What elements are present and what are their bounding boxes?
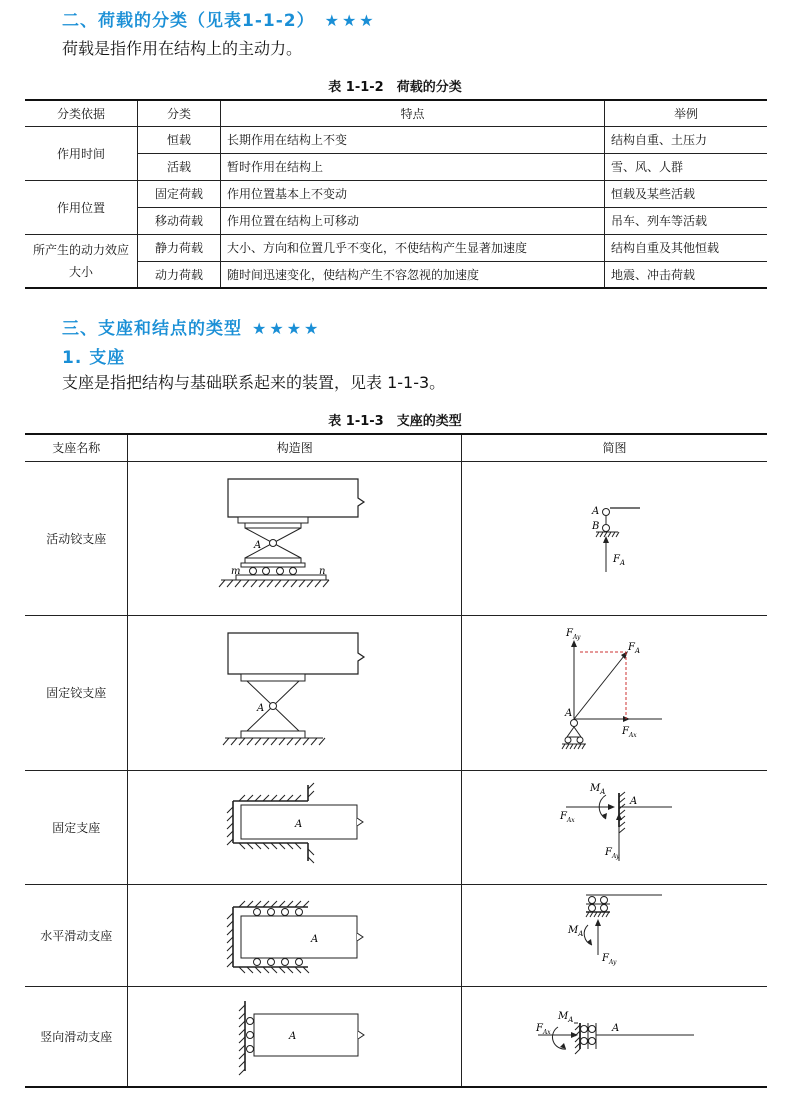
support-name-cell: 水平滑动支座 xyxy=(25,884,128,986)
fixed-hinge-construction-drawing xyxy=(133,616,456,766)
label-A: A xyxy=(254,539,262,551)
table-header-row xyxy=(25,100,767,126)
sketch-cell xyxy=(462,615,768,770)
feature-cell: 暂时作用在结构上 xyxy=(221,153,605,180)
label-A: A xyxy=(630,795,638,807)
importance-stars: ★★★ xyxy=(324,11,377,30)
construction-cell xyxy=(128,615,462,770)
table-1-1-2-caption: 表 1-1-2 荷载的分类 xyxy=(328,80,462,95)
label-FAy: $F_{Ay}$ xyxy=(605,846,620,860)
label-n: n xyxy=(319,565,326,577)
vertical-sliding-construction-drawing xyxy=(133,987,456,1083)
section-title: 三、支座和结点的类型 xyxy=(62,319,242,339)
header-feature: 特点 xyxy=(221,100,605,126)
support-definition-text: 支座是指把结构与基础联系起来的装置，见表 1-1-3。 xyxy=(62,373,446,392)
horizontal-sliding-sketch xyxy=(462,885,767,983)
type-cell: 活载 xyxy=(138,153,221,180)
type-cell: 恒载 xyxy=(138,126,221,153)
basis-cell: 所产生的动力效应大小 xyxy=(25,234,138,288)
label-A: A xyxy=(565,708,573,719)
section-title: 二、荷载的分类（见表1-1-2） xyxy=(62,11,315,31)
header-type: 分类 xyxy=(138,100,221,126)
horizontal-sliding-construction-drawing xyxy=(133,885,456,983)
label-m: m xyxy=(231,565,241,577)
header-support-name: 支座名称 xyxy=(25,434,128,461)
table-row xyxy=(25,234,767,261)
label-B: B xyxy=(592,520,600,532)
label-FA: $F_A$ xyxy=(628,642,641,655)
example-cell: 雪、风、人群 xyxy=(605,153,768,180)
support-types-table xyxy=(25,433,767,1088)
label-FAy: $F_{Ay}$ xyxy=(566,628,581,641)
fixed-support-construction-drawing xyxy=(133,771,456,881)
feature-cell: 作用位置基本上不变动 xyxy=(221,180,605,207)
label-FA: $F_A$ xyxy=(613,553,626,567)
construction-cell xyxy=(128,770,462,884)
label-FAx: $F_{Ax}$ xyxy=(560,810,575,824)
section-heading-load-classification xyxy=(62,6,377,31)
table-row xyxy=(25,180,767,207)
sketch-cell xyxy=(462,461,768,615)
type-cell: 动力荷载 xyxy=(138,261,221,288)
table-row xyxy=(25,770,767,884)
load-classification-table xyxy=(25,99,767,289)
table-1-1-3-caption: 表 1-1-3 支座的类型 xyxy=(328,414,462,429)
section-heading-supports-joints xyxy=(62,314,321,339)
table-row xyxy=(25,986,767,1087)
feature-cell: 随时间迅速变化，使结构产生不容忽视的加速度 xyxy=(221,261,605,288)
example-cell: 地震、冲击荷载 xyxy=(605,261,768,288)
table-row xyxy=(25,461,767,615)
construction-cell xyxy=(128,884,462,986)
type-cell: 移动荷载 xyxy=(138,207,221,234)
construction-cell xyxy=(128,986,462,1087)
vertical-sliding-sketch xyxy=(462,987,767,1083)
load-definition-text: 荷载是指作用在结构上的主动力。 xyxy=(62,39,303,58)
support-name-cell: 竖向滑动支座 xyxy=(25,986,128,1087)
header-example: 举例 xyxy=(605,100,768,126)
label-A: A xyxy=(257,703,265,714)
fixed-support-sketch xyxy=(462,771,767,881)
support-name-cell: 活动铰支座 xyxy=(25,461,128,615)
importance-stars: ★★★★ xyxy=(252,319,322,338)
label-A: A xyxy=(289,1030,297,1042)
label-A: A xyxy=(592,505,600,517)
label-MA: $M_A$ xyxy=(558,1010,574,1024)
example-cell: 结构自重及其他恒载 xyxy=(605,234,768,261)
construction-cell xyxy=(128,461,462,615)
label-FAy: $F_{Ay}$ xyxy=(602,952,617,966)
header-construction: 构造图 xyxy=(128,434,462,461)
sketch-cell xyxy=(462,986,768,1087)
roller-support-sketch xyxy=(462,462,767,612)
header-basis: 分类依据 xyxy=(25,100,138,126)
basis-cell: 作用位置 xyxy=(25,180,138,234)
subsection-heading-supports: 1. 支座 xyxy=(62,348,126,368)
header-sketch: 简图 xyxy=(462,434,768,461)
label-MA: $M_A$ xyxy=(590,782,606,796)
example-cell: 结构自重、土压力 xyxy=(605,126,768,153)
label-FAx: $F_{Ax}$ xyxy=(536,1022,551,1036)
feature-cell: 大小、方向和位置几乎不变化，不使结构产生显著加速度 xyxy=(221,234,605,261)
feature-cell: 长期作用在结构上不变 xyxy=(221,126,605,153)
label-A: A xyxy=(612,1022,620,1034)
label-FAx: $F_{Ax}$ xyxy=(622,726,637,739)
example-cell: 恒载及某些活载 xyxy=(605,180,768,207)
roller-support-construction-drawing xyxy=(133,462,456,612)
support-name-cell: 固定铰支座 xyxy=(25,615,128,770)
type-cell: 静力荷载 xyxy=(138,234,221,261)
table-header-row xyxy=(25,434,767,461)
table-row xyxy=(25,884,767,986)
sketch-cell xyxy=(462,884,768,986)
label-MA: $M_A$ xyxy=(568,924,584,938)
table-row xyxy=(25,615,767,770)
type-cell: 固定荷载 xyxy=(138,180,221,207)
support-name-cell: 固定支座 xyxy=(25,770,128,884)
label-A: A xyxy=(311,933,319,945)
sketch-cell xyxy=(462,770,768,884)
label-A: A xyxy=(295,818,303,830)
fixed-hinge-sketch xyxy=(462,616,767,766)
table-row xyxy=(25,126,767,153)
example-cell: 吊车、列车等活载 xyxy=(605,207,768,234)
basis-cell: 作用时间 xyxy=(25,126,138,180)
feature-cell: 作用位置在结构上可移动 xyxy=(221,207,605,234)
